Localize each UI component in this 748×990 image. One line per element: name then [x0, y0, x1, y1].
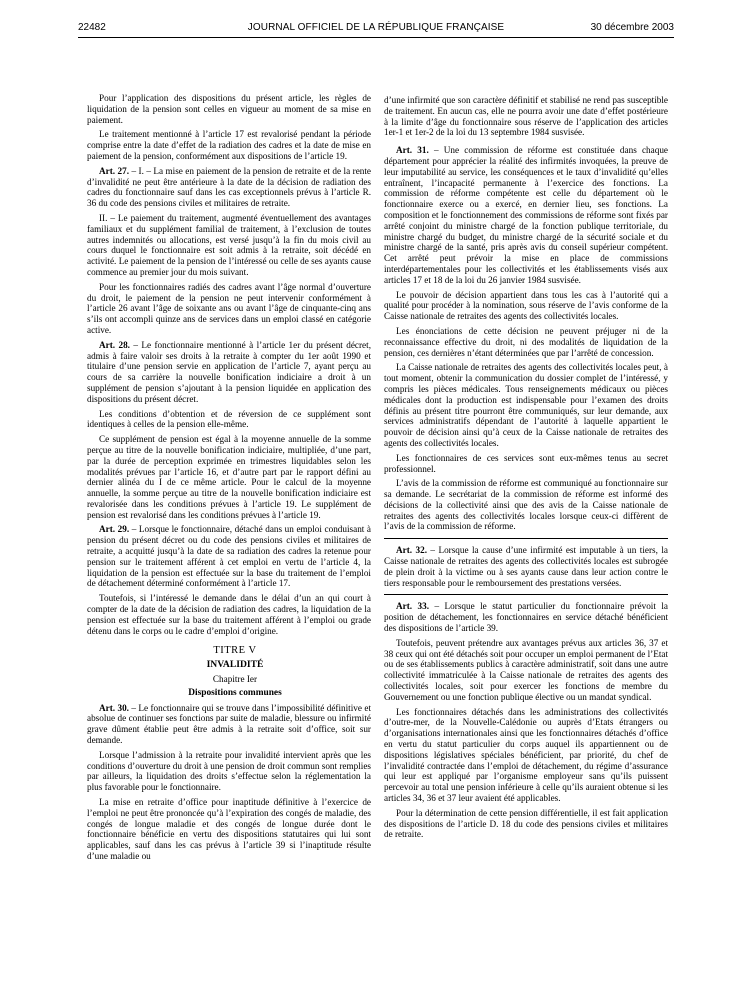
article-label: Art. 33. — [396, 601, 430, 612]
article-label: Art. 32. — [396, 545, 427, 556]
article-label: Art. 31. — [396, 145, 429, 156]
paragraph: Les conditions d’obtention et de réversion de ce supplément sont identiques à celles de la pension elle-même. — [87, 408, 371, 430]
article-28 — [87, 340, 371, 405]
article-text: – Une commission de réforme est constituée dans chaque département pour apprécier la réalité des infirmités invoquées, la preuve de leur imputabilité au service, les conséquences et le taux d’invalidité qu’elles entraînent, l’incapacité permanente à l’exercice des fonctions. La commission de réforme compétente est celle du département où le fonctionnaire exerce ou a exercé, en dernier lieu, ses fonctions. La composition et le fonctionnement des commissions de réforme sont fixés par arrêté conjoint du ministre chargé de la fonction publique territoriale, du ministre chargé du budget, du ministre chargé de la sécurité sociale et du ministre chargé de la santé, pris après avis du conseil supérieur compétent. Cet arrêté peut prévoir la mise en place de commissions interdépartementales pour les collectivités et les établissements visés aux articles 17 et 18 de la loi du 26 janvier 1984 susvisée. — [384, 145, 668, 285]
journal-title: JOURNAL OFFICIEL DE LA RÉPUBLIQUE FRANÇAISE — [247, 22, 505, 33]
issue-date: 30 décembre 2003 — [590, 22, 674, 33]
article-text: – Lorsque le statut particulier du fonctionnaire prévoit la position de détachement, les fonctionnaires en service détaché bénéficient des dispositions de l’article 39. — [384, 601, 668, 634]
paragraph: Pour la détermination de cette pension différentielle, il est fait application des dispositions de l’article D. 18 du code des pensions civiles et militaires de retraite. — [384, 807, 668, 840]
paragraph: La Caisse nationale de retraites des agents des collectivités locales peut, à tout moment, obtenir la communication du dossier complet de l’intéressé, y compris les pièces médicales. Tous renseignements médicaux ou pièces médicales dont la production est indispensable pour l’examen des droits définis au présent titre pourront être communiqués, sur leur demande, aux services administratifs dépendant de l’autorité à laquelle appartient le pouvoir de décision ainsi qu’à ceux de la Caisse nationale de retraites des agents des collectivités locales. — [384, 362, 668, 448]
page-number: 22482 — [78, 22, 106, 33]
paragraph: II. – Le paiement du traitement, augmenté éventuellement des avantages familiaux et du supplément familial de traitement, à l’exclusion de toutes autres indemnités ou allocations, est versé jusqu’à la fin du mois civil au cours duquel le fonctionnaire est soit admis à la retraite, soit décédé en activité. Le paiement de la pension de l’intéressé ou celle de ses ayants cause commence au premier jour du mois suivant. — [87, 212, 371, 277]
section-heading: Dispositions communes — [188, 687, 282, 698]
article-label: Art. 30. — [99, 702, 129, 713]
left-column — [87, 93, 371, 866]
page-header — [78, 20, 674, 36]
paragraph: Le traitement mentionné à l’article 17 est revalorisé pendant la période comprise entre la date d’effet de la radiation des cadres et la date de mise en paiement de la pension, conformément aux dispositions de l’article 19. — [87, 129, 371, 161]
article-31 — [384, 145, 668, 285]
chapter-heading: Chapitre Ier — [212, 674, 258, 685]
article-label: Art. 29. — [99, 524, 130, 535]
paragraph: Les fonctionnaires de ces services sont eux-mêmes tenus au secret professionnel. — [384, 452, 668, 474]
paragraph: d’une infirmité que son caractère définitif et stabilisé ne rend pas susceptible de traitement. En aucun cas, elle ne pourra avoir une date d’effet postérieure à la limite d’âge du fonctionnaire sous réserve de l’application des articles 1er-1 et 1er-2 de la loi du 13 septembre 1984 susvisée. — [384, 95, 668, 138]
paragraph: Les énonciations de cette décision ne peuvent préjuger ni de la reconnaissance effective du droit, ni des modalités de liquidation de la pension, ces dernières n’étant déterminées que par l’arrêté de concession. — [384, 325, 668, 358]
section-divider — [384, 538, 668, 539]
right-column — [384, 95, 668, 844]
article-text: – Lorsque le fonctionnaire, détaché dans un emploi conduisant à pension du présent décret ou du code des pensions civiles et militaires de retraite, a acquitté jusqu’à la date de sa radiation des cadres la retenue pour pension sur le traitement afférent à cet emploi en vertu de l’article 4, la liquidation de la pension est effectuée sur la base du traitement de l’emploi de détachement déterminé conformément à l’article 17. — [87, 524, 371, 589]
title-subheading: INVALIDITÉ — [206, 659, 264, 671]
article-text: – Lorsque la cause d’une infirmité est imputable à un tiers, la Caisse nationale de retraites des agents des collectivités locales est subrogée de plein droit à la victime ou à ses ayants cause dans leur action contre le tiers responsable pour le remboursement des prestations versées. — [384, 545, 668, 588]
paragraph: L’avis de la commission de réforme est communiqué au fonctionnaire sur sa demande. Le secrétariat de la commission de réforme est informé des décisions de la collectivité ainsi que des avis de la Caisse nationale de retraites des agents des collectivités locales lorsque ceux-ci diffèrent de l’avis de la commission de réforme. — [384, 478, 668, 532]
paragraph: Pour les fonctionnaires radiés des cadres avant l’âge normal d’ouverture du droit, le paiement de la pension ne peut intervenir conformément à l’article 26 avant l’âge de soixante ans ou avant l’âge de cinquante-cinq ans s’ils ont accompli quinze ans de services dans un emploi classé en catégorie active. — [87, 281, 371, 335]
article-27 — [87, 166, 371, 209]
header-rule — [78, 37, 674, 38]
paragraph: Ce supplément de pension est égal à la moyenne annuelle de la somme perçue au titre de la nouvelle bonification indiciaire, multipliée, d’une part, par la durée de perception exprimée en trimestres liquidables selon les modalités prévues par l’article 16, et d’autre part par le rapport défini au dernier alinéa du I de ce même article. Pour le calcul de la moyenne annuelle, la somme perçue au titre de la nouvelle bonification indiciaire est revalorisée dans les conditions prévues à l’article 19. Le supplément de pension est revalorisé dans les conditions prévues à l’article 19. — [87, 434, 371, 520]
paragraph: La mise en retraite d’office pour inaptitude définitive à l’exercice de l’emploi ne peut être prononcée qu’à l’expiration des congés de maladie, des congés de longue maladie et des congés de longue durée dont le fonctionnaire bénéficie en vertu des dispositions statutaires qui lui sont applicables, sauf dans les cas prévus à l’article 39 si l’inaptitude résulte d’une maladie ou — [87, 797, 371, 861]
section-divider — [384, 594, 668, 595]
article-32 — [384, 545, 668, 588]
paragraph: Le pouvoir de décision appartient dans tous les cas à l’autorité qui a qualité pour procéder à la nomination, sous réserve de l’avis conforme de la Caisse nationale de retraites des agents des collectivités locales. — [384, 289, 668, 322]
article-label: Art. 27. — [99, 165, 130, 176]
paragraph: Les fonctionnaires détachés dans les administrations des collectivités d’outre-mer, de la Nouvelle-Calédonie ou auprès d’Etats étrangers ou d’organisations internationales ainsi que les fonctionnaires détachés d’office en vertu du statut particulier du corps auquel ils appartiennent ou de dispositions législatives spéciales bénéficient, par priorité, du chef de l’invalidité contractée dans l’emploi de détachement, du régime d’assurance qui leur est appliqué par l’organisme employeur sans qu’ils puissent percevoir au total une pension inférieure à celle qu’ils auraient obtenue si les articles 34, 36 et 37 leur avaient été applicables. — [384, 706, 668, 804]
title-heading: TITRE V — [213, 645, 257, 657]
paragraph: Lorsque l’admission à la retraite pour invalidité intervient après que les conditions d’ouverture du droit à une pension de droit commun sont remplies par ailleurs, la liquidation des droits s’effectue selon la réglementation la plus favorable pour le fonctionnaire. — [87, 749, 371, 793]
paragraph: Pour l’application des dispositions du présent article, les règles de liquidation de la pension sont celles en vigueur au moment de sa mise en paiement. — [87, 93, 371, 125]
article-29 — [87, 524, 371, 589]
article-label: Art. 28. — [99, 339, 130, 350]
paragraph: Toutefois, si l’intéressé le demande dans le délai d’un an qui court à compter de la date de la décision de radiation des cadres, la liquidation de la pension est effectuée sur la base du traitement afférent à l’emploi ou grade détenu dans le corps ou le cadre d’emploi d’origine. — [87, 593, 371, 636]
article-33 — [384, 601, 668, 633]
article-text: – I. – La mise en paiement de la pension de retraite et de la rente d’invalidité ne peut être antérieure à la date de la décision de radiation des cadres du fonctionnaire sauf dans les cas exceptionnels prévus à l’article R. 36 du code des pensions civiles et militaires de retraite. — [87, 165, 371, 209]
paragraph: Toutefois, peuvent prétendre aux avantages prévus aux articles 36, 37 et 38 ceux qui ont été détachés soit pour occuper un emploi permanent de l’Etat ou de ses établissements publics à caractère administratif, soit dans une autre collectivité immatriculée à la Caisse nationale de retraites des agents des collectivités locales, soit pour exercer les fonctions de membre du Gouvernement ou une fonction publique élective ou un mandat syndical. — [384, 637, 668, 702]
article-30 — [87, 703, 371, 746]
article-text: – Le fonctionnaire qui se trouve dans l’impossibilité définitive et absolue de continuer ses fonctions par suite de maladie, blessure ou infirmité grave dûment établie peut être admis à la retraite soit d’office, soit sur demande. — [87, 702, 371, 746]
article-text: – Le fonctionnaire mentionné à l’article 1er du présent décret, admis à faire valoir ses droits à la retraite à compter du 1er août 1990 et titulaire d’une pension servie en application de l’article 7, ayant perçu au cours de sa carrière la nouvelle bonification indiciaire a droit à un supplément de pension s’ajoutant à la pension liquidée en application des dispositions du présent décret. — [87, 339, 371, 404]
